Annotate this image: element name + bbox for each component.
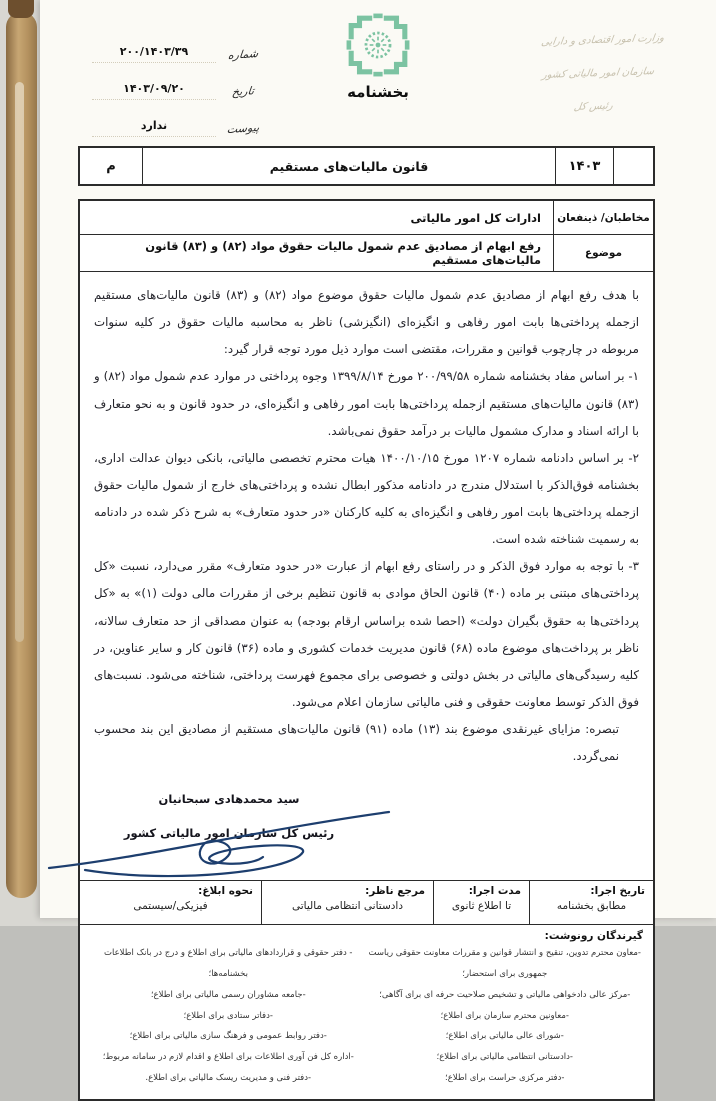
number-label: شماره <box>227 46 259 63</box>
recipient-item: -مرکز عالی دادخواهی مالیاتی و تشخیص صلاحیت حرفه ای برای آگاهی؛ <box>379 989 631 1000</box>
recipient-item: -جامعه مشاوران رسمی مالیاتی برای اطلاع؛ <box>150 989 306 1000</box>
recipient-item: -دفتر مرکزی حراست برای اطلاع؛ <box>445 1073 565 1083</box>
attachment-row <box>92 100 270 137</box>
execution-date-cell <box>529 881 653 924</box>
classification-empty-cell <box>613 148 653 184</box>
recipient-item: - دفتر حقوقی و قراردادهای مالیاتی برای اطلاع و درج در بانک اطلاعات بخشنامه‌ها؛ <box>103 948 353 979</box>
signatory-title: رئیس کل سازمان امور مالیاتی کشور <box>123 825 335 840</box>
date-row <box>92 63 270 100</box>
body-intro-paragraph: با هدف رفع ابهام از مصادیق عدم شمول مالیات حقوق موضوع مواد (۸۲) و (۸۳) قانون مالیات‌های مستقیم ازجمله پرداختی‌ها بابت امور رفاهی و انگیزه‌ای (انگیزشی) ناظر به محاسبه مالیات حقوق در کلیه سنوات مربوطه در چارچوب قوانین و مقررات، مقتضی است موارد ذیل مورد توجه قرار گیرد: <box>94 288 640 357</box>
main-table <box>78 199 655 1101</box>
tax-administration-emblem-icon <box>303 8 453 82</box>
recipient-item: -دفتر فنی و مدیریت ریسک مالیاتی برای اطلاع. <box>145 1073 312 1083</box>
notification-method-cell <box>80 881 261 924</box>
date-label: تاریخ <box>231 84 255 99</box>
body-item-2: ۲- بر اساس دادنامه شماره ۱۲۰۷ مورخ ۱۴۰۰/۱۰/۱۵ هیات محترم تخصصی مالیاتی، بانکی دیوان عدالت اداری، بخشنامه فوق‌الذکر با استدلال مندرج در دادنامه مذکور ابطال نشده و پرداختی‌های خارج از شمول مالیات حقوق ازجمله پرداختی‌ها بابت امور رفاهی و انگیزه‌ای به کلیه کارکنان «در حدود متعارف» به شرح ذکر شده در دادنامه به رسمیت شناخته شده است. <box>94 450 639 547</box>
recipient-item: -دفاتر ستادی برای اطلاع؛ <box>183 1010 273 1021</box>
notification-method-label: نحوه ابلاغ: <box>198 885 253 898</box>
body-note: تبصره: مزایای غیرنقدی موضوع بند (۱۳) ماده (۹۱) قانون مالیات‌های مستقیم از مصادیق این بند محسوب نمی‌گردد. <box>94 722 619 764</box>
execution-info-row <box>80 881 653 925</box>
date-value: ۱۴۰۳/۰۹/۲۰ <box>92 82 216 100</box>
ministry-name: وزارت امور اقتصادی و دارایی <box>540 32 665 48</box>
execution-duration-label: مدت اجرا: <box>468 885 521 898</box>
recipient-item: -معاونین محترم سازمان برای اطلاع؛ <box>440 1010 569 1021</box>
subject-value: رفع ابهام از مصادیق عدم شمول مالیات حقوق مواد (۸۲) و (۸۳) قانون مالیات‌های مستقیم <box>145 239 541 267</box>
scan-spine-cap <box>8 0 34 18</box>
classification-table <box>78 146 655 186</box>
execution-duration-value: تا اطلاع ثانوی <box>451 900 512 913</box>
subject-label: موضوع <box>553 235 653 271</box>
scan-spine-strip <box>6 12 37 898</box>
document-meta-block <box>92 26 270 137</box>
signatory-name: سید محمدهادی سبحانیان <box>158 792 300 807</box>
execution-date-label: تاریخ اجرا: <box>590 885 645 898</box>
attachment-value: ندارد <box>92 119 216 137</box>
recipient-item: -شورای عالی مالیاتی برای اطلاع؛ <box>445 1031 564 1042</box>
audience-value: ادارات کل امور مالیاتی <box>410 210 541 225</box>
classification-law-title: قانون مالیات‌های مستقیم <box>142 148 555 184</box>
audience-label: مخاطبان/ ذینفعان <box>553 201 653 234</box>
signature-block <box>103 786 355 846</box>
notification-method-value: فیزیکی/سیستمی <box>133 900 208 913</box>
copy-recipients-heading: گیرندگان رونوشت: <box>544 930 643 943</box>
copy-recipients-section <box>80 925 653 1099</box>
organization-name: سازمان امور مالیاتی کشور <box>541 66 655 81</box>
audience-row <box>80 201 653 235</box>
president-general-title: رئیس کل <box>573 100 614 113</box>
copy-recipients-left-column <box>90 943 367 1089</box>
body-item-3: ۳- با توجه به موارد فوق الذکر و در راستای رفع ابهام از عبارت «در حدود متعارف» مقرر می‌دارد، نسبت «کل پرداختی‌های مبتنی بر ماده (۴۰) قانون الحاق موادی به قانون تنظیم برخی از مقررات مالی دولت (۱)» به «کل پرداختی‌ها به حقوق بگیران دولت» (احصا شده براساس ارقام بودجه) به عنوان مصداقی از حد متعارف سالانه، ناظر بر پرداخت‌های موضوع ماده (۶۸) قانون مدیریت خدمات کشوری و ماده (۳۶) قانون کار و سایر عناوین، در کلیه رسیدگی‌های مالیاتی در بخش دولتی و خصوصی برای مجموع فهرست پرداختی، شناخته می‌شود. نسبت‌های فوق الذکر توسط معاونت حقوقی و فنی مالیاتی سازمان اعلام می‌شود. <box>94 559 639 709</box>
subject-row <box>80 235 653 272</box>
document-page <box>40 0 716 1083</box>
supervisor-cell <box>261 881 433 924</box>
copy-recipients-right-column <box>367 943 644 1089</box>
classification-year: ۱۴۰۳ <box>555 148 613 184</box>
copy-recipients-columns <box>90 943 643 1089</box>
recipient-item: -اداره کل فن آوری اطلاعات برای اطلاع و اقدام لازم در سامانه مربوط؛ <box>102 1052 354 1063</box>
classification-code: م <box>106 158 116 174</box>
number-row <box>92 26 270 63</box>
number-value: ۲۰۰/۱۴۰۳/۳۹ <box>92 45 216 63</box>
execution-date-value: مطابق بخشنامه <box>556 900 627 913</box>
organization-letterhead <box>487 20 709 127</box>
letterhead-header <box>40 0 716 146</box>
document-content <box>40 146 716 1101</box>
document-type-label: بخشنامه <box>347 83 409 101</box>
supervisor-value: دادستانی انتظامی مالیاتی <box>291 900 404 913</box>
attachment-label: پیوست <box>226 120 261 137</box>
logo-block <box>303 8 453 101</box>
supervisor-label: مرجع ناظر: <box>365 885 425 898</box>
recipient-item: -دادستانی انتظامی مالیاتی برای اطلاع؛ <box>436 1052 573 1063</box>
recipient-item: -معاون محترم تدوین، تنقیح و انتشار قوانین و مقررات معاونت حقوقی ریاست جمهوری برای استحضار؛ <box>368 948 641 979</box>
circular-body <box>80 272 653 881</box>
execution-duration-cell <box>433 881 529 924</box>
body-item-1: ۱- بر اساس مفاد بخشنامه شماره ۲۰۰/۹۹/۵۸ مورخ ۱۳۹۹/۸/۱۴ وجوه پرداختی در موارد عدم شمول مواد (۸۲) و (۸۳) قانون مالیات‌های مستقیم ازجمله پرداختی‌ها بابت امور رفاهی و انگیزه‌ای، در حدود قانون و به نحو متعارف با ارائه اسناد و مدارک مشمول مالیات بر درآمد حقوق نمی‌باشد. <box>94 369 639 438</box>
recipient-item: -دفتر روابط عمومی و فرهنگ سازی مالیاتی برای اطلاع؛ <box>129 1031 327 1042</box>
